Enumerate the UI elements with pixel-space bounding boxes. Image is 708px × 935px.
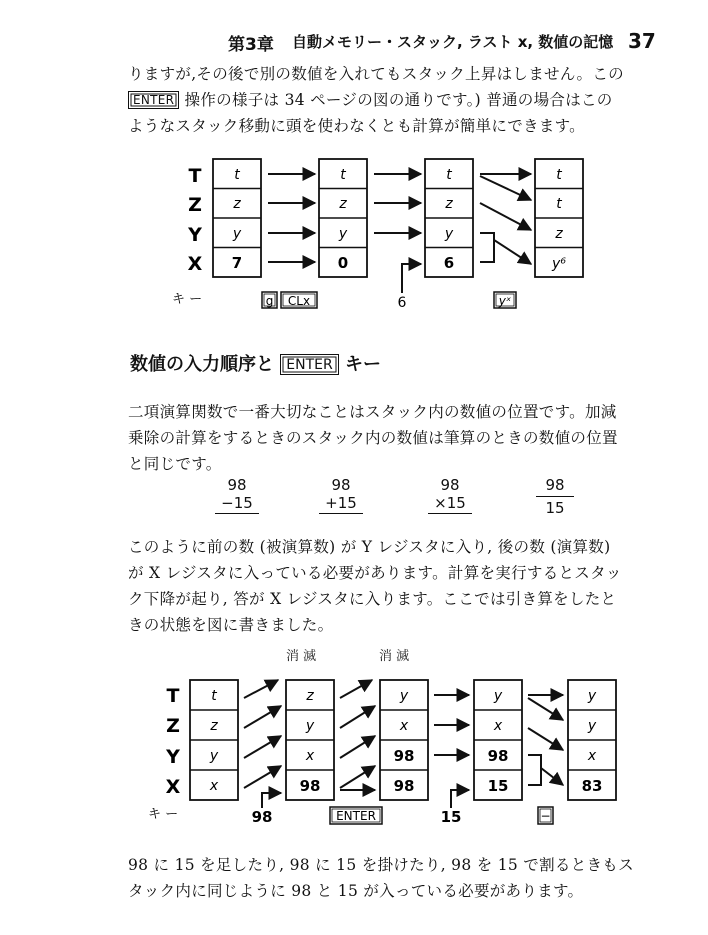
d1-s1-x: 7 [231,254,243,272]
d2-s5-t: y [587,688,597,704]
paragraph-3-line-1: このように前の数 (被演算数) が Y レジスタに入り, 後の数 (演算数) [128,538,611,556]
register-label-x: X [187,253,203,275]
page-number: 37 [628,29,656,53]
d2-register-label-t: T [166,685,180,707]
arith-add [301,476,381,514]
section-heading [130,350,381,376]
paragraph-1-line-2 [128,87,624,113]
arith-divide-top: 98 [536,476,573,497]
d2-s1-y: y [209,748,219,764]
d2-key-15: 15 [440,808,462,826]
d1-s2-x: 0 [337,254,349,272]
d1-key-6: 6 [397,295,407,311]
chapter-title: 自動メモリー・スタック, ラスト x, 数値の記憶 [292,33,614,51]
section-heading-enter-key: ENTER [280,354,338,375]
arith-subtract [197,476,277,514]
svg-text:ENTER: ENTER [336,809,376,823]
paragraph-2 [128,399,618,477]
d2-register-label-x: X [165,776,181,798]
stage-boxes [213,159,583,277]
d2-s2-y: x [305,748,315,764]
paragraph-3 [128,534,622,638]
svg-text:−: − [540,809,551,823]
arith-subtract-top: 98 [227,476,247,494]
paragraph-4-line-2: タック内に同じように 98 と 15 が入っている必要があります。 [128,882,584,900]
d2-s2-t: z [306,688,314,704]
d1-s2-y: y [338,226,348,242]
paragraph-1 [128,61,624,139]
d2-s3-t: y [399,688,409,704]
d1-s3-z: z [445,196,453,212]
arith-multiply [410,476,490,514]
d2-register-label-y: Y [166,746,180,768]
d1-s1-t: t [234,167,240,183]
chapter-number: 第3章 [228,35,274,55]
d2-s4-z: x [493,718,503,734]
arith-add-bottom: +15 [319,494,363,514]
d1-key-row-label: キ ー [172,292,203,307]
d2-s5-y: x [587,748,597,764]
stack-diagram-2 [0,640,708,830]
arith-multiply-top: 98 [440,476,460,494]
d1-s3-y: y [444,226,454,242]
paragraph-4-line-1: 98 に 15 を足したり, 98 に 15 を掛けたり, 98 を 15 で割るときもス [128,856,634,874]
d2-s4-t: y [493,688,503,704]
d2-s1-x: x [209,778,219,794]
section-heading-after: キー [345,354,382,375]
d2-s1-t: t [211,688,217,704]
enter-key-inline: ENTER [128,91,179,109]
d2-key-minus [538,807,553,824]
lost-label-2: 消 滅 [379,649,410,664]
svg-text:CLx: CLx [287,294,311,308]
d1-key-yx [494,292,516,308]
d1-key-clx [281,292,317,308]
paragraph-1-line-2-text: 操作の様子は 34 ページの図の通りです。) 普通の場合はこの [184,91,613,109]
d1-s4-t: t [556,167,562,183]
paragraph-2-line-1: 二項演算関数で一番大切なことはスタック内の数値の位置です。加減 [128,403,617,421]
paragraph-3-line-2: が X レジスタに入っている必要があります。計算を実行するとスタッ [128,564,622,582]
paragraph-2-line-3: と同じです。 [128,455,222,473]
d2-s2-x: 98 [299,777,321,795]
d1-s1-y: y [232,226,242,242]
d2-key-98: 98 [251,808,273,826]
paragraph-1-line-1: りますが,その後で別の数値を入れてもスタック上昇はしません。この [128,65,624,83]
paragraph-3-line-3: ク下降が起り, 答が X レジスタに入ります。ここでは引き算をしたと [128,590,617,608]
d2-s5-z: y [587,718,597,734]
d1-s3-x: 6 [443,254,455,272]
arith-subtract-bottom: −15 [215,494,259,514]
d2-s3-z: x [399,718,409,734]
register-label-t: T [188,165,202,187]
d1-s2-t: t [340,167,346,183]
d1-arrows [268,174,531,293]
d2-s5-x: 83 [581,777,603,795]
d1-s1-z: z [233,196,241,212]
d2-s2-z: y [305,718,315,734]
d2-s3-y: 98 [393,747,415,765]
d1-s4-x: y⁶ [552,256,566,272]
d2-s3-x: 98 [393,777,415,795]
d2-key-row-label: キ ー [148,807,179,822]
paragraph-3-line-4: きの状態を図に書きました。 [128,616,334,634]
d2-s4-y: 98 [487,747,509,765]
arith-multiply-bottom: ×15 [428,494,472,514]
d2-s1-z: z [210,718,218,734]
arith-divide [515,476,595,517]
page-header [0,30,708,56]
register-label-z: Z [188,194,202,216]
d1-s2-z: z [339,196,347,212]
section-heading-before: 数値の入力順序と [130,354,274,375]
register-label-y: Y [188,224,202,246]
arith-add-top: 98 [331,476,351,494]
lost-label-1: 消 滅 [286,649,317,664]
stack-diagram-1 [0,150,708,320]
d1-s4-z: t [556,196,562,212]
d1-key-g [262,292,277,308]
d1-s4-y: z [555,226,563,242]
paragraph-2-line-2: 乗除の計算をするときのスタック内の数値は筆算のときの数値の位置 [128,429,618,447]
svg-text:g: g [265,294,274,308]
paragraph-1-line-3: ようなスタック移動に頭を使わなくとも計算が簡単にできます。 [128,117,585,135]
d2-key-enter [330,807,382,824]
d1-s3-t: t [446,167,452,183]
paragraph-4 [128,852,634,904]
d2-register-label-z: Z [166,715,180,737]
d2-s4-x: 15 [487,777,509,795]
svg-text:yˣ: yˣ [498,294,512,308]
arith-divide-bottom: 15 [545,499,565,517]
